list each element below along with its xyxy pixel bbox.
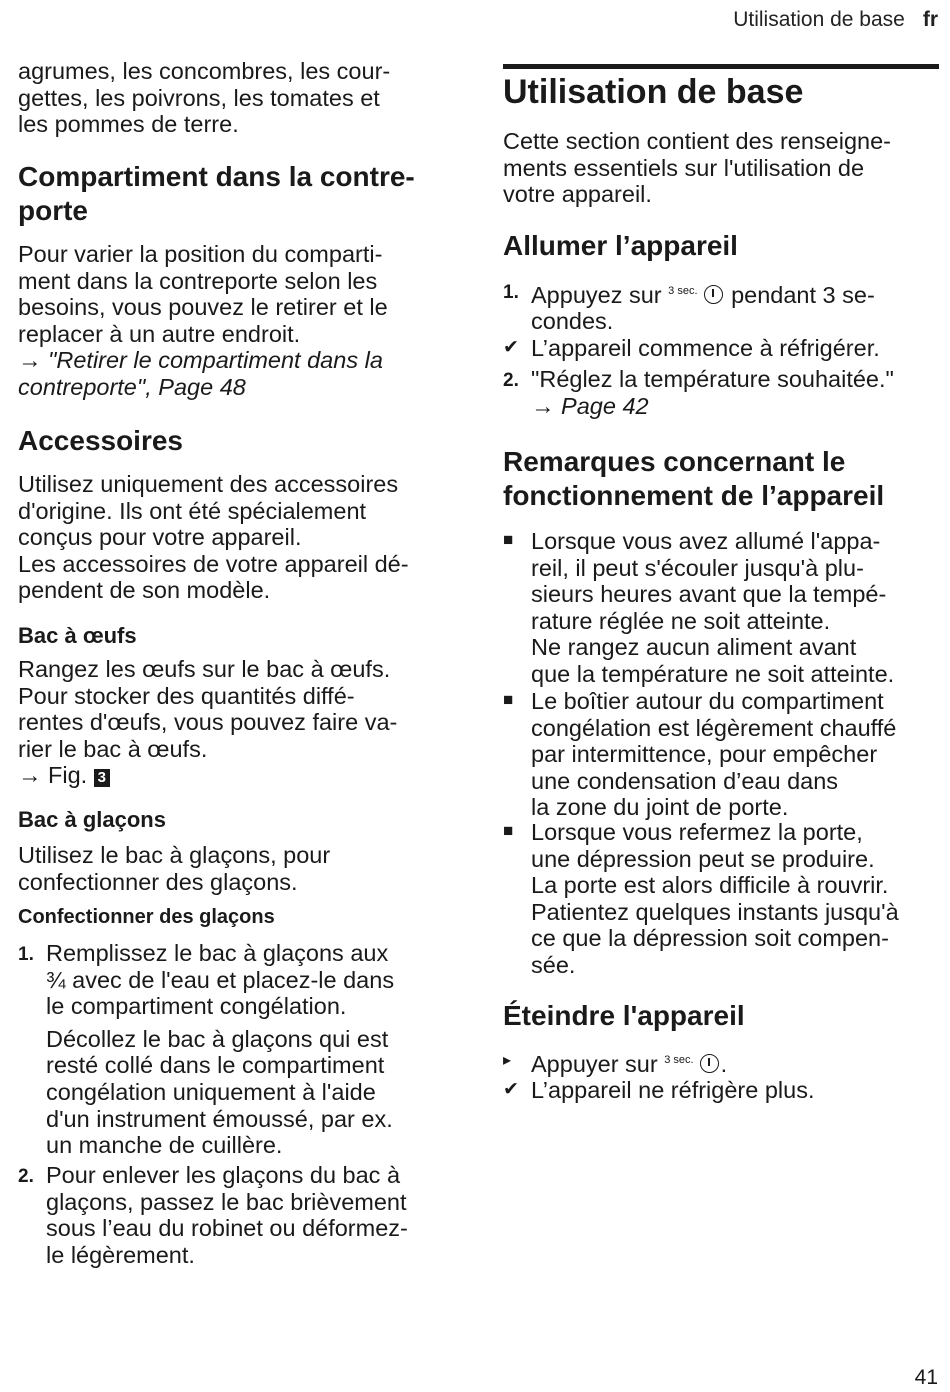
remarks-heading: Remarques concernant le fonctionnement de l’appareil (503, 446, 885, 511)
step-number: 1. (503, 282, 519, 303)
egg-tray-heading: Bac à œufs (18, 623, 137, 648)
accessories-heading: Accessoires (18, 425, 184, 456)
switch-off-step: ▸ Appuyer sur $^{3 sec.}$ . (503, 1047, 941, 1077)
section-rule (503, 64, 939, 69)
step-number: 2. (18, 1166, 34, 1187)
check-icon: ✔ (503, 337, 519, 358)
header-section: Utilisation de base (733, 8, 905, 31)
egg-tray-body: Rangez les œufs sur le bac à œufs. Pour stocker des quantités diffé- rentes d'œufs, vous pouvez faire va- rier le bac à œufs. → Fig. 3 (18, 656, 398, 789)
step-number: 2. (503, 370, 519, 391)
power-button-icon (704, 285, 723, 304)
page-reference-link[interactable]: → Page 42 (531, 392, 649, 419)
switch-on-heading: Allumer l’appareil (503, 230, 738, 261)
ice-tray-heading: Bac à glaçons (18, 807, 166, 832)
ice-step-2: 2. Pour enlever les glaçons du bac à glaçons, passez le bac brièvement sous l’eau du robinet ou déformez- le légèrement. (18, 1162, 408, 1268)
page-title: Utilisation de base (503, 73, 804, 111)
compartment-reference[interactable]: → "Retirer le compartiment dans la (18, 347, 383, 374)
bullet-icon: ■ (503, 530, 514, 549)
figure-number-badge: 3 (94, 769, 110, 787)
page-number: 41 (914, 1366, 938, 1389)
intro-paragraph: agrumes, les concombres, les cour- gettes, les poivrons, les tomates et les pommes de terre. (18, 58, 391, 138)
step-arrow-icon: ▸ (503, 1052, 512, 1069)
bullet-icon: ■ (503, 821, 514, 840)
switch-off-heading: Éteindre l'appareil (503, 1000, 745, 1031)
compartment-body: Pour varier la position du comparti- ment dans la contreporte selon les besoins, vous pouvez le retirer et le replacer à un autre endroit. → "Retirer le compartiment dans la contreporte", Page 48 (18, 241, 388, 400)
button-hold-label: 3 sec. (664, 1054, 694, 1066)
make-ice-subheading: Confectionner des glaçons (18, 906, 275, 928)
remark-item-3: ■ Lorsque vous refermez la porte, une dépression peut se produire. La porte est alors difficile à rouvrir. Patientez quelques instants jusqu'à ce que la dépression soit compen- sée. (503, 819, 899, 978)
check-icon: ✔ (503, 1079, 519, 1100)
compartment-heading: Compartiment dans la contre- porte (18, 161, 415, 226)
remark-item-2: ■ Le boîtier autour du compartiment congélation est légèrement chauffé par intermittence, pour empêcher une condensation d’eau dans la zone du joint de porte. (503, 688, 897, 821)
remark-item-1: ■ Lorsque vous avez allumé l'appa- reil, il peut s'écouler jusqu'à plu- sieurs heures avant que la tempé- rature réglée ne soit atteinte. Ne rangez aucun aliment avant que la température ne soit atteinte. (503, 528, 895, 687)
ice-step-1: 1. Remplissez le bac à glaçons aux ¾ avec de l'eau et placez-le dans le compartiment congélation. Décollez le bac à glaçons qui est resté collé dans le compartiment congélation uniquement à l'aide d'un instrument émoussé, par ex. un manche de cuillère. (18, 940, 395, 1159)
right-intro: Cette section contient des renseigne- ments essentiels sur l'utilisation de votre appareil. (503, 128, 891, 208)
power-button-icon (700, 1054, 719, 1073)
switch-on-result: ✔ L’appareil commence à réfrigérer. (503, 335, 880, 361)
button-hold-label: 3 sec. (668, 285, 698, 297)
switch-on-step-2: 2. "Réglez la température souhaitée." → Page 42 (503, 366, 941, 419)
figure-reference[interactable]: → Fig. 3 (18, 762, 397, 789)
bullet-icon: ■ (503, 690, 514, 709)
header-language: fr (922, 8, 938, 31)
switch-on-step-1: 1. Appuyez sur $^{3 sec.}$ pendant 3 se- condes. (503, 281, 875, 335)
accessories-body: Utilisez uniquement des accessoires d'origine. Ils ont été spécialement conçus pour votre appareil. Les accessoires de votre appareil dé- pendent de son modèle. (18, 471, 409, 604)
step-number: 1. (18, 944, 34, 965)
ice-tray-body: Utilisez le bac à glaçons, pour confectionner des glaçons. (18, 842, 331, 895)
page-header (733, 8, 938, 32)
switch-off-result: ✔ L’appareil ne réfrigère plus. (503, 1077, 815, 1103)
